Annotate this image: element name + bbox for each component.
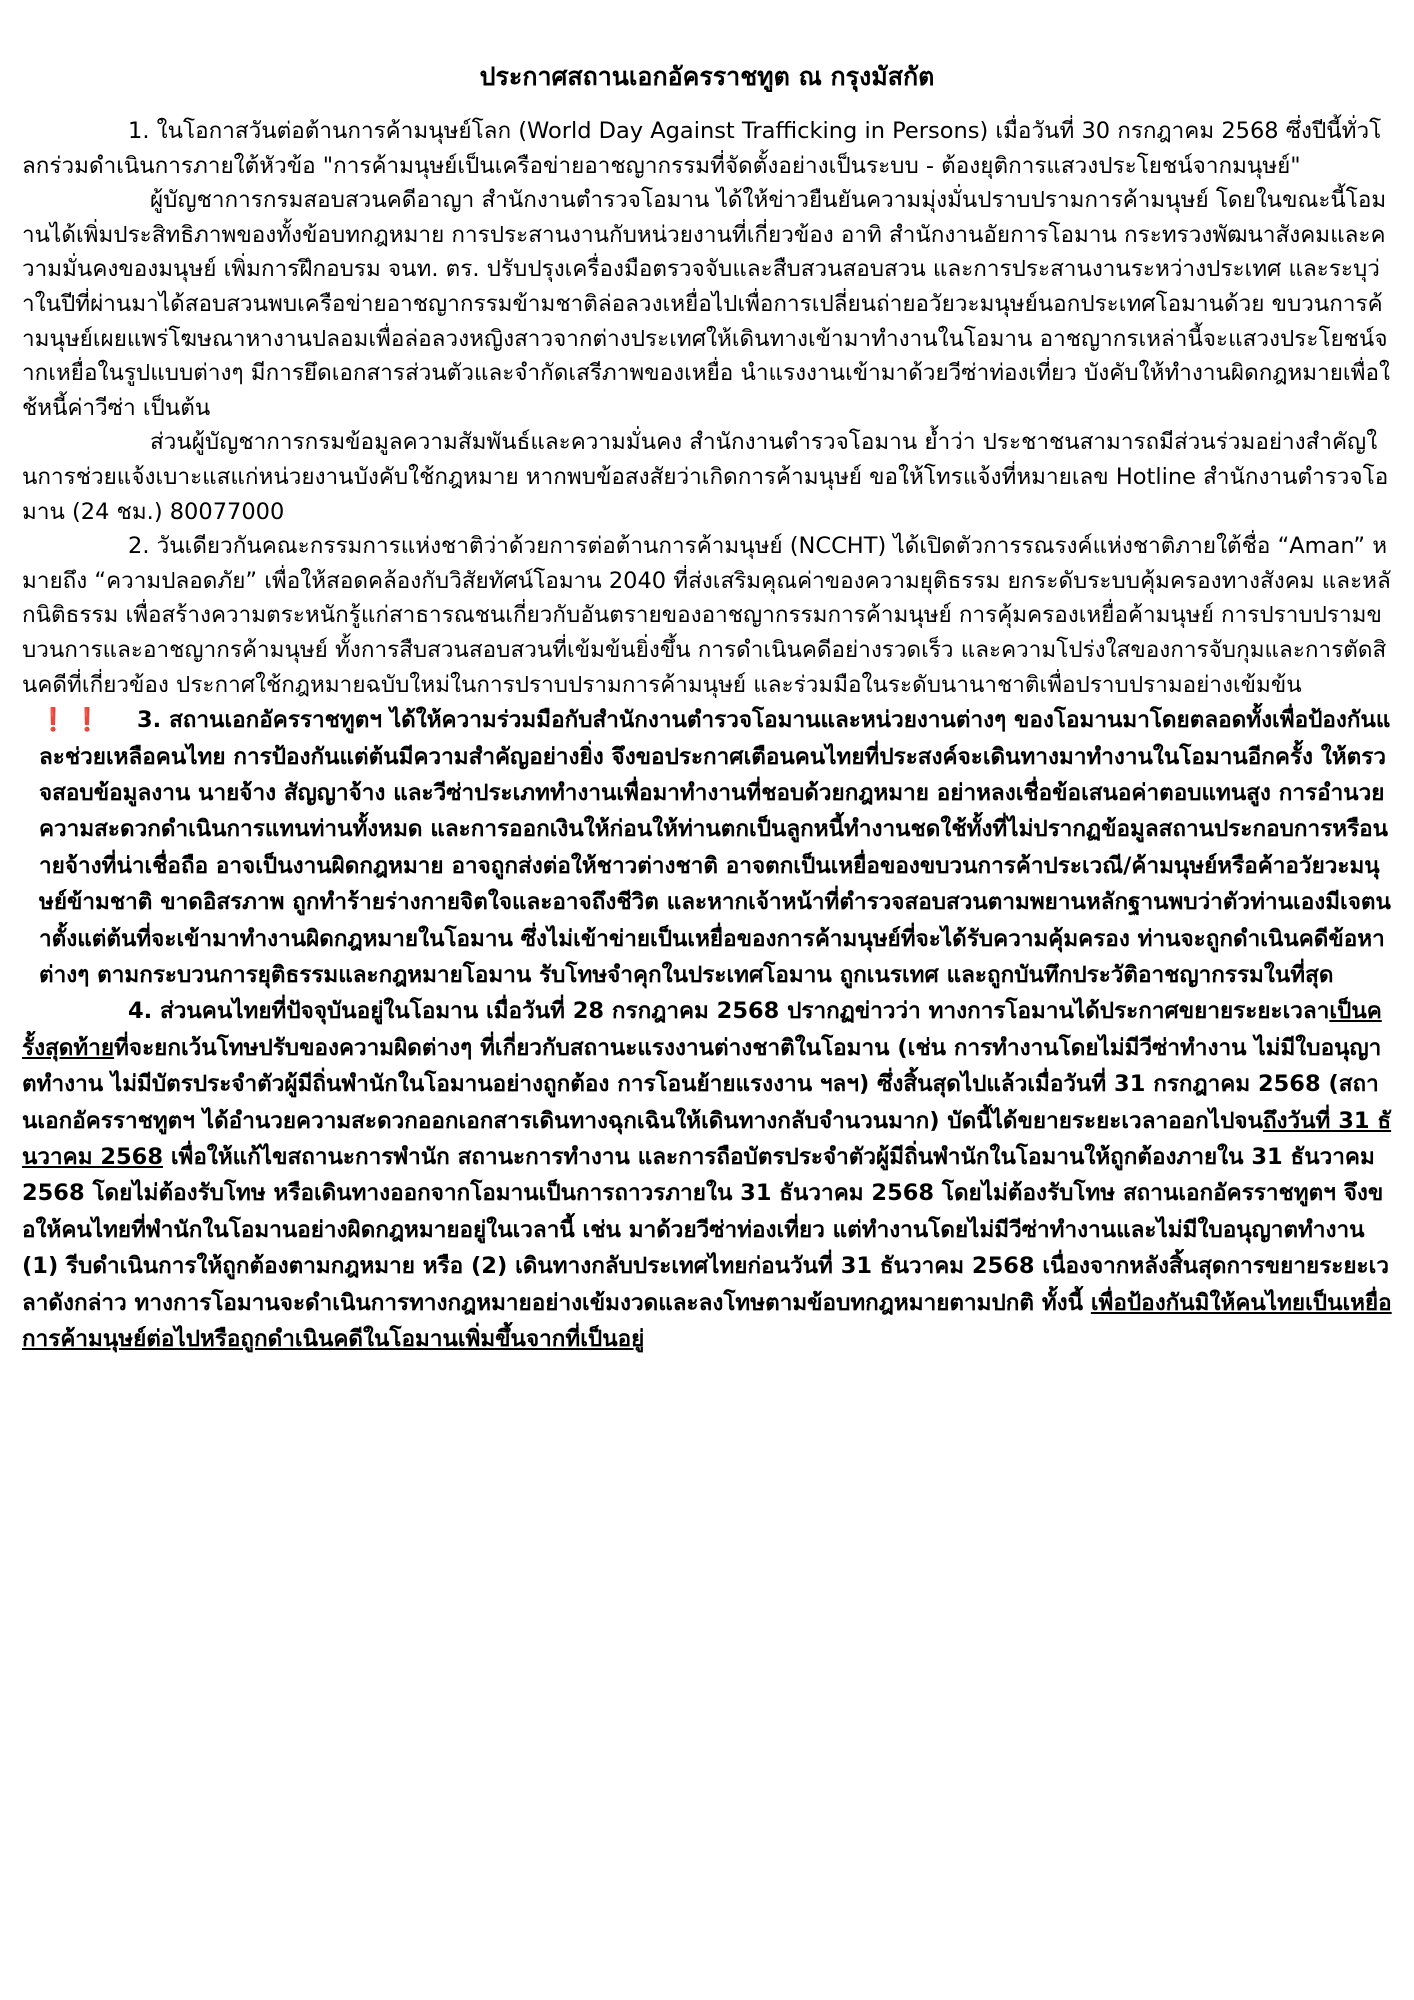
underlined-purpose: เพื่อป้องกันมิให้คนไทยเป็นเหยื่อการค้ามนุษย์ต่อไปหรือถูกดำเนินคดีในโอมานเพิ่มขึ้นจากที่เป็นอยู่: [22, 1289, 1392, 1352]
paragraph-3-text: 3. สถานเอกอัครราชทูตฯ ได้ให้ความร่วมมือกับสำนักงานตำรวจโอมานและหน่วยงานต่างๆ ของโอมานมาโดยตลอดทั้งเพื่อป้องกันและช่วยเหลือคนไทย การป้องกันแต่ต้นมีความสำคัญอย่างยิ่ง จึงขอประกาศเตือนคนไทยที่ประสงค์จะเดินทางมาทำงานในโอมานอีกครั้ง ให้ตรวจสอบข้อมูลงาน นายจ้าง สัญญาจ้าง และวีซ่าประเภททำงานเพื่อมาทำงานที่ชอบด้วยกฎหมาย อย่าหลงเชื่อข้อเสนอค่าตอบแทนสูง การอำนวยความสะดวกดำเนินการแทนท่านทั้งหมด และการออกเงินให้ก่อนให้ท่านตกเป็นลูกหนี้ทำงานชดใช้ทั้งที่ไม่ปรากฏข้อมูลสถานประกอบการหรือนายจ้างที่น่าเชื่อถือ อาจเป็นงานผิดกฎหมาย อาจถูกส่งต่อให้ชาวต่างชาติ อาจตกเป็นเหยื่อของขบวนการค้าประเวณี/ค้ามนุษย์หรือค้าอวัยวะมนุษย์ข้ามชาติ ขาดอิสรภาพ ถูกทำร้ายร่างกายจิตใจและอาจถึงชีวิต และหากเจ้าหน้าที่ตำรวจสอบสวนตามพยานหลักฐานพบว่าตัวท่านเองมีเจตนาตั้งแต่ต้นที่จะเข้ามาทำงานผิดกฎหมายในโอมาน ซึ่งไม่เข้าข่ายเป็นเหยื่อของการค้ามนุษย์ที่จะได้รับความคุ้มครอง ท่านจะถูกดำเนินคดีข้อหาต่างๆ ตามกระบวนการยุติธรรมและกฎหมายโอมาน รับโทษจำคุกในประเทศโอมาน ถูกเนรเทศ และถูกบันทึกประวัติอาชญากรรมในที่สุด: [39, 707, 1391, 988]
exclamation-warning-icon: ❗❗: [39, 707, 108, 734]
announcement-document: [22, 60, 1392, 1357]
paragraph-4-part-a: 4. ส่วนคนไทยที่ปัจจุบันอยู่ในโอมาน เมื่อวันที่ 28 กรกฎาคม 2568 ปรากฏข่าวว่า ทางการโอมานได้ประกาศขยายระยะเวลา: [128, 998, 1330, 1025]
paragraph-4-part-e: เพื่อให้แก้ไขสถานะการพำนัก สถานะการทำงาน และการถือบัตรประจำตัวผู้มีถิ่นพำนักในโอมานให้ถูกต้องภายใน 31 ธันวาคม 2568 โดยไม่ต้องรับโทษ หรือเดินทางออกจากโอมานเป็นการถาวรภายใน 31 ธันวาคม 2568 โดยไม่ต้องรับโทษ สถานเอกอัครราชทูตฯ จึงขอให้คนไทยที่พำนักในโอมานอย่างผิดกฎหมายอยู่ในเวลานี้ เช่น มาด้วยวีซ่าท่องเที่ยว แต่ทำงานโดยไม่มีวีซ่าทำงานและไม่มีใบอนุญาตทำงาน (1) รีบดำเนินการให้ถูกต้องตามกฎหมาย หรือ (2) เดินทางกลับประเทศไทยก่อนวันที่ 31 ธันวาคม 2568 เนื่องจากหลังสิ้นสุดการขยายระยะเวลาดังกล่าว ทางการโอมานจะดำเนินการทางกฎหมายอย่างเข้มงวดและลงโทษตามข้อบทกฎหมายตามปกติ ทั้งนี้: [22, 1143, 1389, 1316]
paragraph-3-warning: [39, 702, 1392, 993]
underlined-deadline: ถึงวันที่ 31 ธันวาคม 2568: [22, 1107, 1392, 1170]
underlined-last-time: เป็นครั้งสุดท้าย: [22, 998, 1382, 1061]
paragraph-4-part-c: ที่จะยกเว้นโทษปรับของความผิดต่างๆ ที่เกี่ยวกับสถานะแรงงานต่างชาติในโอมาน (เช่น การทำงานโดยไม่มีวีซ่าทำงาน ไม่มีใบอนุญาตทำงาน ไม่มีบัตรประจำตัวผู้มีถิ่นพำนักในโอมานอย่างถูกต้อง การโอนย้ายแรงงาน ฯลฯ) ซึ่งสิ้นสุดไปแล้วเมื่อวันที่ 31 กรกฎาคม 2568 (สถานเอกอัครราชทูตฯ ได้อำนวยความสะดวกออกเอกสารเดินทางฉุกเฉินให้เดินทางกลับจำนวนมาก) บัดนี้ได้ขยายระยะเวลาออกไปจน: [22, 1034, 1382, 1134]
paragraph-police-criminal-investigation: ผู้บัญชาการกรมสอบสวนคดีอาญา สำนักงานตำรวจโอมาน ได้ให้ข่าวยืนยันความมุ่งมั่นปราบปรามการค้ามนุษย์ โดยในขณะนี้โอมานได้เพิ่มประสิทธิภาพของทั้งข้อบทกฎหมาย การประสานงานกับหน่วยงานที่เกี่ยวข้อง อาทิ สำนักงานอัยการโอมาน กระทรวงพัฒนาสังคมและความมั่นคงของมนุษย์ เพิ่มการฝึกอบรม จนท. ตร. ปรับปรุงเครื่องมือตรวจจับและสืบสวนสอบสวน และการประสานงานระหว่างประเทศ และระบุว่าในปีที่ผ่านมาได้สอบสวนพบเครือข่ายอาชญากรรมข้ามชาติล่อลวงเหยื่อไปเพื่อการเปลี่ยนถ่ายอวัยวะมนุษย์นอกประเทศโอมานด้วย ขบวนการค้ามนุษย์เผยแพร่โฆษณาหางานปลอมเพื่อล่อลวงหญิงสาวจากต่างประเทศให้เดินทางเข้ามาทำงานในโอมาน อาชญากรเหล่านี้จะแสวงประโยชน์จากเหยื่อในรูปแบบต่างๆ มีการยึดเอกสารส่วนตัวและจำกัดเสรีภาพของเหยื่อ นำแรงงานเข้ามาด้วยวีซ่าท่องเที่ยว บังคับให้ทำงานผิดกฎหมายเพื่อใช้หนี้ค่าวีซ่า เป็นต้น: [22, 187, 1390, 421]
paragraph-4: [22, 993, 1392, 1357]
paragraph-2: 2. วันเดียวกันคณะกรรมการแห่งชาติว่าด้วยการต่อต้านการค้ามนุษย์ (NCCHT) ได้เปิดตัวการรณรงค์แห่งชาติภายใต้ชื่อ “Aman” หมายถึง “ความปลอดภัย” เพื่อให้สอดคล้องกับวิสัยทัศน์โอมาน 2040 ที่ส่งเสริมคุณค่าของความยุติธรรม ยกระดับระบบคุ้มครองทางสังคม และหลักนิติธรรม เพื่อสร้างความตระหนักรู้แก่สาธารณชนเกี่ยวกับอันตรายของอาชญากรรมการค้ามนุษย์ การคุ้มครองเหยื่อค้ามนุษย์ การปราบปรามขบวนการและอาชญากรค้ามนุษย์ ทั้งการสืบสวนสอบสวนที่เข้มข้นยิ่งขึ้น การดำเนินคดีอย่างรวดเร็ว และความโปร่งใสของการจับกุมและการตัดสินคดีที่เกี่ยวข้อง ประกาศใช้กฎหมายฉบับใหม่ในการปราบปรามการค้ามนุษย์ และร่วมมือในระดับนานาชาติเพื่อปราบปรามอย่างเข้มข้น: [22, 533, 1391, 698]
paragraph-1: 1. ในโอกาสวันต่อต้านการค้ามนุษย์โลก (World Day Against Trafficking in Persons) เมื่อวันที่ 30 กรกฎาคม 2568 ซึ่งปีนี้ทั่วโลกร่วมดำเนินการภายใต้หัวข้อ "การค้ามนุษย์เป็นเครือข่ายอาชญากรรมที่จัดตั้งอย่างเป็นระบบ - ต้องยุติการแสวงประโยชน์จากมนุษย์": [22, 118, 1382, 179]
document-title: ประกาศสถานเอกอัครราชทูต ณ กรุงมัสกัต: [479, 62, 935, 91]
paragraph-hotline: ส่วนผู้บัญชาการกรมข้อมูลความสัมพันธ์และความมั่นคง สำนักงานตำรวจโอมาน ย้ำว่า ประชาชนสามารถมีส่วนร่วมอย่างสำคัญในการช่วยแจ้งเบาะแสแก่หน่วยงานบังคับใช้กฎหมาย หากพบข้อสงสัยว่าเกิดการค้ามนุษย์ ขอให้โทรแจ้งที่หมายเลข Hotline สำนักงานตำรวจโอมาน (24 ชม.) 80077000: [22, 429, 1389, 525]
